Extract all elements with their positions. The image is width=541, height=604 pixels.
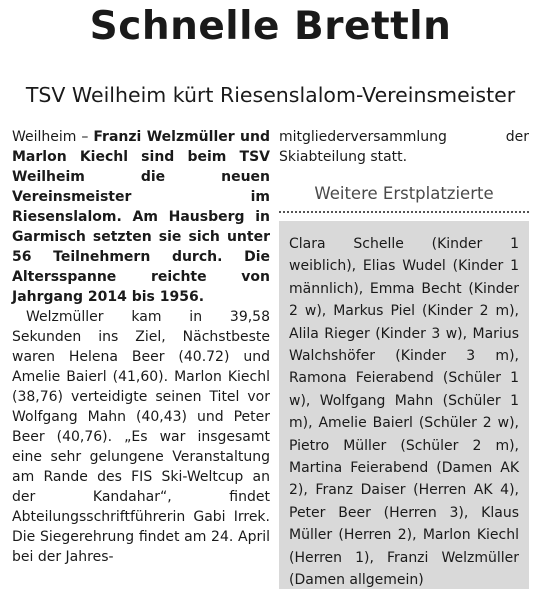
lead-text: Franzi Welzmüller und Marlon Kiechl sind beim TSV Weilheim die neuen Vereinsmeister im Riesenslalom. Am Hausberg in Garmisch setzten sie sich unter 56 Teilnehmern durch. Die Altersspanne reichte von Jahrgang 2014 bis 1956. [12, 129, 270, 305]
dateline: Weilheim – [12, 129, 94, 145]
subheadline: TSV Weilheim kürt Riesenslalom-Vereinsmeister [25, 83, 516, 107]
sidebar-divider [279, 211, 529, 213]
sidebar-box [279, 221, 529, 589]
lead-paragraph [12, 127, 270, 307]
headline: Schnelle Brettln [89, 4, 452, 49]
sidebar-winners-list [289, 233, 519, 592]
article-right-column [279, 127, 529, 167]
sidebar-text: Clara Schelle (Kinder 1 weiblich), Elias Wudel (Kinder 1 männlich), Emma Becht (Kinder 2 w), Markus Piel (Kinder 2 m), Alila Rieger (Kinder 3 w), Marius Walchshöfer (Kinder 3 m), Ramona Feierabend (Schüler 1 w), Wolfgang Mahn (Schüler 1 m), Amelie Baierl (Schüler 2 w), Pietro Müller (Schüler 2 m), Martina Feierabend (Damen AK 2), Franz Daiser (Herren AK 4), Peter Beer (Herren 3), Klaus Müller (Herren 2), Marlon Kiechl (Herren 1), Franzi Welzmüller (Damen allgemein) [289, 236, 519, 589]
continuation-paragraph: mitgliederversammlung der Skiabteilung statt. [279, 129, 529, 165]
sidebar-heading: Weitere Erstplatzierte [314, 184, 494, 203]
body-paragraph: Welzmüller kam in 39,58 Sekunden ins Ziel, Nächstbeste waren Helena Beer (40.72) und Amelie Baierl (41,60). Marlon Kiechl (38,76) verteidigte seinen Titel vor Wolfgang Mahn (40,43) und Peter Beer (40,76). „Es war insgesamt eine sehr gelungene Veranstaltung am Rande des FIS Ski-Weltcup an der Kandahar“, findet Abteilungsschriftführerin Gabi Irrek. Die Siegerehrung findet am 24. April bei der Jahres- [12, 309, 270, 565]
article-left-column [12, 127, 270, 567]
